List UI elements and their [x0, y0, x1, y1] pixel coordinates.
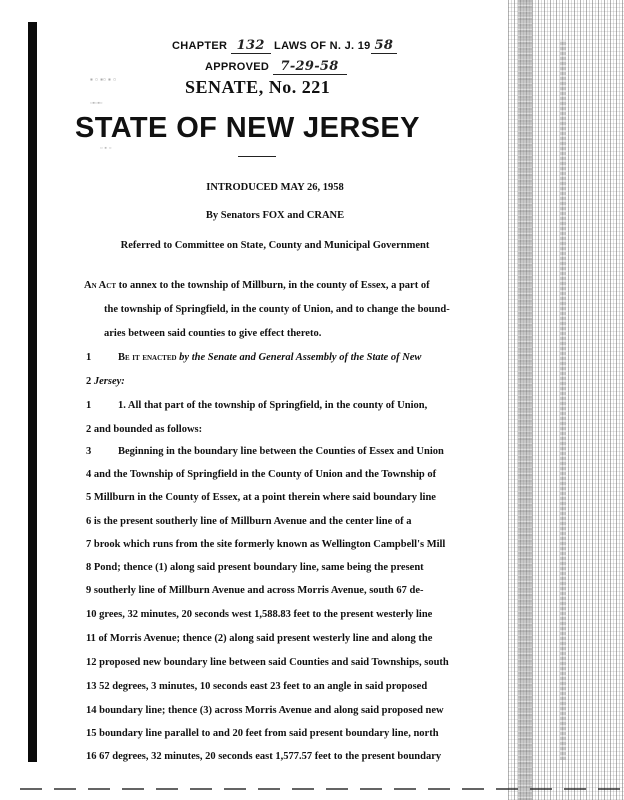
body-line	[86, 516, 412, 527]
scan-edge-noise	[508, 0, 624, 800]
line-text: 1. All that part of the township of Springfield, in the county of Union,	[118, 400, 428, 411]
line-text: brook which runs from the site formerly known as Wellington Campbell's Mill	[93, 539, 446, 550]
body-line	[86, 751, 441, 762]
enacting-line-2: 2 Jersey:	[86, 376, 125, 387]
body-line	[86, 633, 432, 644]
body-line	[86, 400, 427, 411]
line-number: 5	[86, 492, 92, 503]
line-number: 3	[86, 446, 92, 457]
faded-stamp-3: ▫ ▪ ▫	[100, 145, 112, 152]
body-line	[86, 539, 445, 550]
chapter-line: CHAPTER 132 LAWS OF N. J. 19 58	[172, 38, 397, 53]
line-number: 12	[86, 657, 97, 668]
line-number: 1	[86, 400, 92, 411]
body-line	[86, 585, 423, 596]
line-text: and bounded as follows:	[93, 424, 203, 435]
line-text: proposed new boundary line between said Counties and said Townships, south	[99, 657, 449, 668]
body-line	[86, 492, 436, 503]
line-number: 8	[86, 562, 92, 573]
scan-bottom-edge	[20, 788, 620, 790]
faded-stamp-2: ▫▪▫▪▫	[90, 100, 103, 107]
line-text: Pond; thence (1) along said present boundary line, same being the present	[93, 562, 424, 573]
body-line	[86, 681, 427, 692]
committee-referral: Referred to Committee on State, County and Municipal Government	[120, 240, 430, 251]
line-text: boundary line parallel to and 20 feet from said present boundary line, north	[99, 728, 439, 739]
line-number: 6	[86, 516, 92, 527]
line-number: 1	[86, 352, 92, 363]
line-text: 52 degrees, 3 minutes, 10 seconds east 23 feet to an angle in said proposed	[99, 681, 428, 692]
line-number: 13	[86, 681, 97, 692]
title-divider	[238, 156, 276, 157]
line-number: 14	[86, 705, 97, 716]
act-line-3: aries between said counties to give effect thereto.	[104, 328, 322, 339]
body-line	[86, 562, 424, 573]
enacting-line-1: 1 Be it enacted by the Senate and General Assembly of the State of New	[86, 352, 422, 363]
faded-stamp: ▪ ▫ ▪▫ ▪ ▫	[90, 75, 116, 84]
body-line	[86, 446, 444, 457]
line-number: 16	[86, 751, 97, 762]
act-title	[84, 274, 464, 346]
act-line-1: An Act to annex to the township of Millburn, in the county of Essex, a part of	[84, 280, 430, 291]
introduced-date: INTRODUCED MAY 26, 1958	[206, 182, 344, 193]
line-text: grees, 32 minutes, 20 seconds west 1,588.83 feet to the present westerly line	[99, 609, 433, 620]
line-number: 10	[86, 609, 97, 620]
approved-line: APPROVED 7-29-58	[205, 59, 347, 74]
body-line	[86, 728, 439, 739]
body-line	[86, 469, 436, 480]
line-text: boundary line; thence (3) across Morris Avenue and along said proposed new	[99, 705, 444, 716]
body-line	[86, 705, 444, 716]
line-text: southerly line of Millburn Avenue and across Morris Avenue, south 67 de-	[93, 585, 424, 596]
bill-number: SENATE, No. 221	[185, 77, 331, 97]
line-number: 2	[86, 424, 92, 435]
scan-binding-bar	[28, 22, 37, 762]
handwritten-chapter-number: 132	[231, 38, 271, 54]
line-number: 4	[86, 469, 92, 480]
handwritten-year: 58	[371, 38, 398, 54]
line-text: and the Township of Springfield in the County of Union and the Township of	[93, 469, 437, 480]
line-text: of Morris Avenue; thence (2) along said present westerly line and along the	[98, 633, 433, 644]
page-title: STATE OF NEW JERSEY	[75, 112, 420, 144]
line-number: 15	[86, 728, 97, 739]
handwritten-approved-date: 7-29-58	[273, 59, 347, 75]
line-number: 9	[86, 585, 92, 596]
line-number: 2	[86, 376, 92, 387]
line-number: 11	[86, 633, 96, 644]
line-text: is the present southerly line of Millburn Avenue and the center line of a	[93, 516, 412, 527]
line-number: 7	[86, 539, 92, 550]
line-text: Beginning in the boundary line between the Counties of Essex and Union	[118, 446, 444, 457]
line-text: Millburn in the County of Essex, at a point therein where said boundary line	[93, 492, 436, 503]
body-line	[86, 657, 449, 668]
line-text: 67 degrees, 32 minutes, 20 seconds east 1,577.57 feet to the present boundary	[99, 751, 442, 762]
body-line	[86, 609, 432, 620]
body-line	[86, 424, 202, 435]
act-line-2: the township of Springfield, in the county of Union, and to change the bound-	[104, 304, 450, 315]
sponsors: By Senators FOX and CRANE	[205, 210, 345, 221]
